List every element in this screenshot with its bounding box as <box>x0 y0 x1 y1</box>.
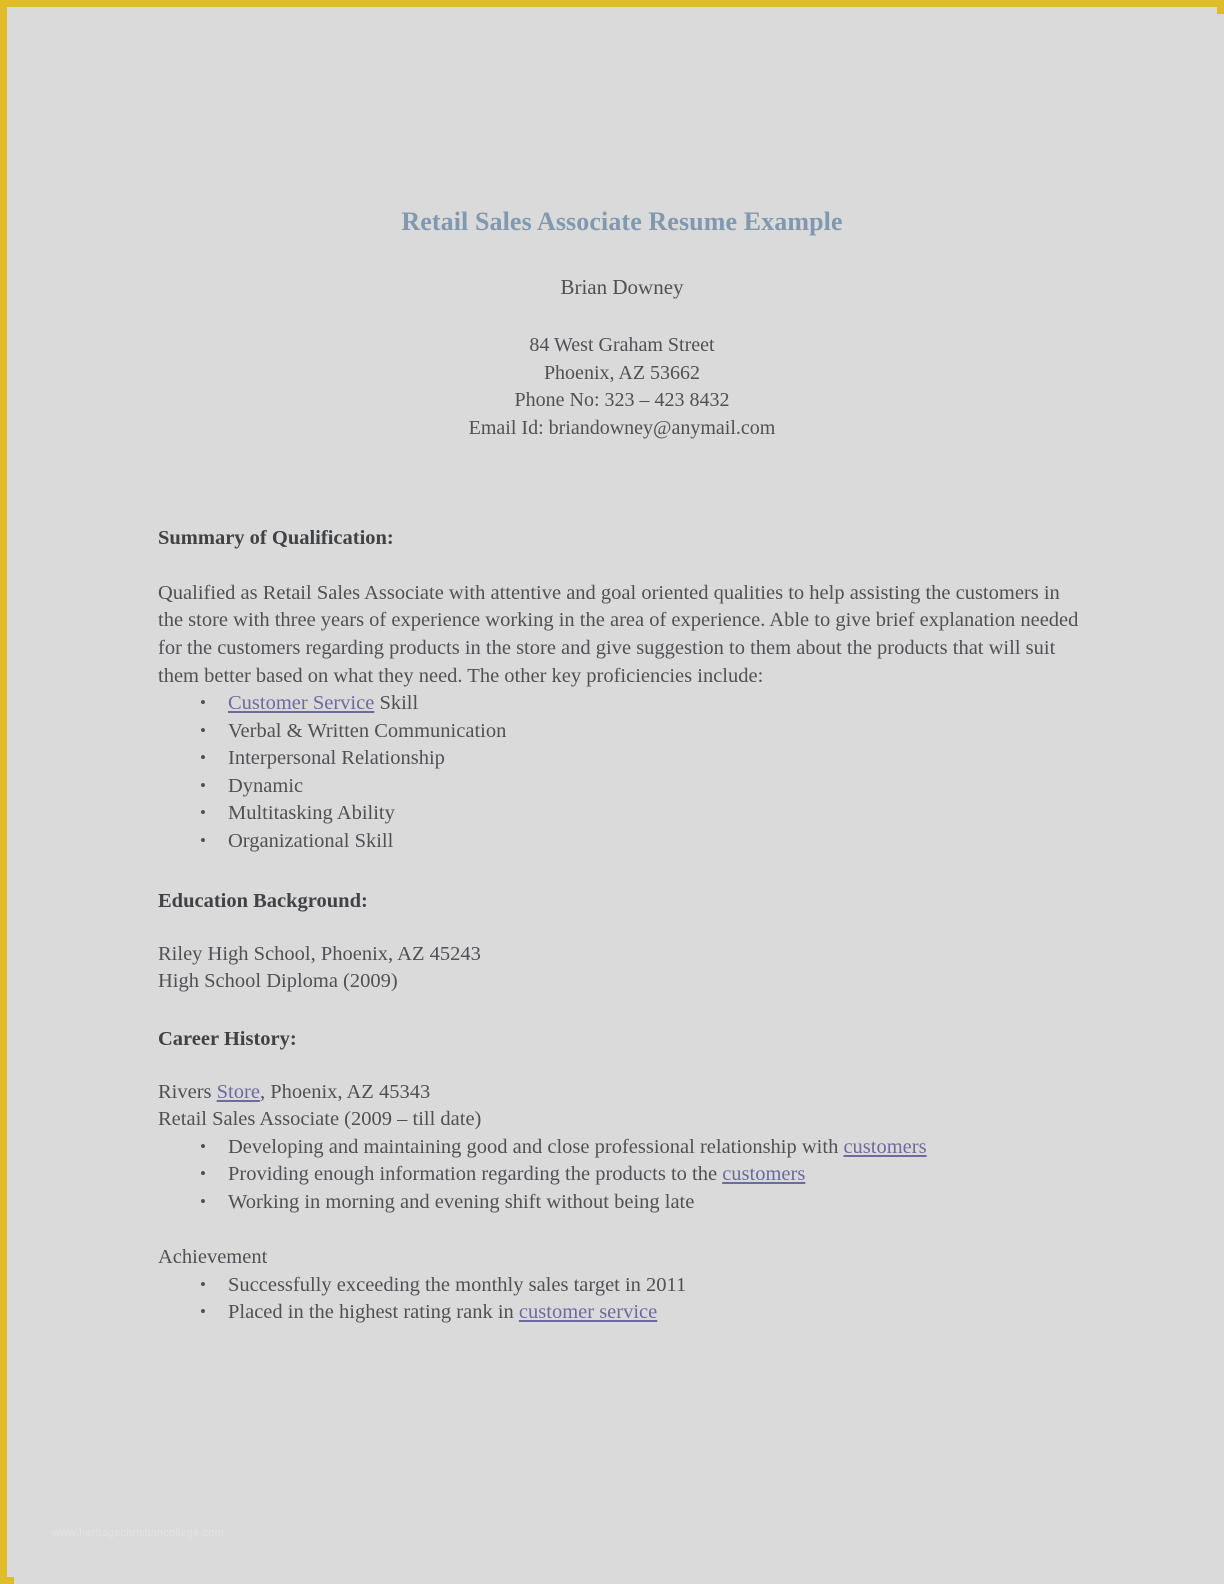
employer-suffix: , Phoenix, AZ 45343 <box>259 1080 431 1103</box>
education-school: Riley High School, Phoenix, AZ 45243 <box>158 942 481 965</box>
list-item-label: Skill <box>374 692 419 715</box>
candidate-name: Brian Downey <box>560 275 684 300</box>
contact-email: Email Id: briandowney@anymail.com <box>468 416 776 439</box>
contact-street: 84 West Graham Street <box>529 334 715 357</box>
customers-link[interactable]: customers <box>843 1135 927 1158</box>
contact-phone: Phone No: 323 – 423 8432 <box>514 389 730 412</box>
employer-prefix: Rivers <box>158 1080 217 1103</box>
education-body <box>158 915 1086 996</box>
achievement-list <box>158 1272 1086 1327</box>
list-item <box>200 773 1086 801</box>
list-item <box>200 718 1086 746</box>
list-item-label: Interpersonal Relationship <box>228 747 445 770</box>
summary-heading: Summary of Qualification: <box>158 527 394 550</box>
list-item <box>200 690 1086 718</box>
resume-content <box>158 14 1086 1327</box>
list-item-label: Dynamic <box>228 774 304 797</box>
list-item <box>200 1272 1086 1300</box>
career-heading: Career History: <box>158 1028 297 1051</box>
skills-list <box>158 690 1086 855</box>
watermark: www.heritagechristiancollege.com <box>52 1527 225 1539</box>
summary-paragraph: Qualified as Retail Sales Associate with attentive and goal oriented qualities to help assisting the customers in the store with three years of experience working in the area of experience. Able to give brief explanation needed for the customers regarding products in the store and give suggestion to them about the products that will suit them better based on what they need. The other key proficiencies include: <box>158 581 1079 687</box>
list-item-label: Placed in the highest rating rank in <box>228 1301 519 1324</box>
customer-service-link[interactable]: customer service <box>518 1301 658 1324</box>
customers-link[interactable]: customers <box>722 1163 806 1186</box>
education-heading: Education Background: <box>158 890 368 913</box>
list-item-label: Working in morning and evening shift without being late <box>228 1190 695 1213</box>
achievement-label: Achievement <box>158 1246 268 1269</box>
list-item <box>200 1161 1086 1189</box>
list-item-label: Developing and maintaining good and close professional relationship with <box>228 1135 844 1158</box>
list-item <box>200 745 1086 773</box>
list-item-label: Verbal & Written Communication <box>228 719 507 742</box>
career-employer-block <box>158 1053 1086 1134</box>
list-item-label: Organizational Skill <box>228 829 394 852</box>
career-duties-list <box>158 1134 1086 1217</box>
document-page <box>14 14 1224 1584</box>
list-item-label: Providing enough information regarding the products to the <box>228 1163 723 1186</box>
career-role-line: Retail Sales Associate (2009 – till date) <box>158 1108 482 1131</box>
list-item-label: Multitasking Ability <box>228 802 395 825</box>
customer-service-link[interactable]: Customer Service <box>228 692 375 715</box>
list-item-label: Successfully exceeding the monthly sales target in 2011 <box>228 1273 687 1296</box>
page-title: Retail Sales Associate Resume Example <box>401 207 843 236</box>
contact-city-state-zip: Phoenix, AZ 53662 <box>543 361 701 384</box>
list-item <box>200 1134 1086 1162</box>
education-diploma: High School Diploma (2009) <box>158 970 398 993</box>
store-link[interactable]: Store <box>216 1080 260 1103</box>
contact-block <box>158 300 1086 442</box>
list-item <box>200 800 1086 828</box>
list-item <box>200 1299 1086 1327</box>
list-item <box>200 828 1086 856</box>
list-item <box>200 1189 1086 1217</box>
